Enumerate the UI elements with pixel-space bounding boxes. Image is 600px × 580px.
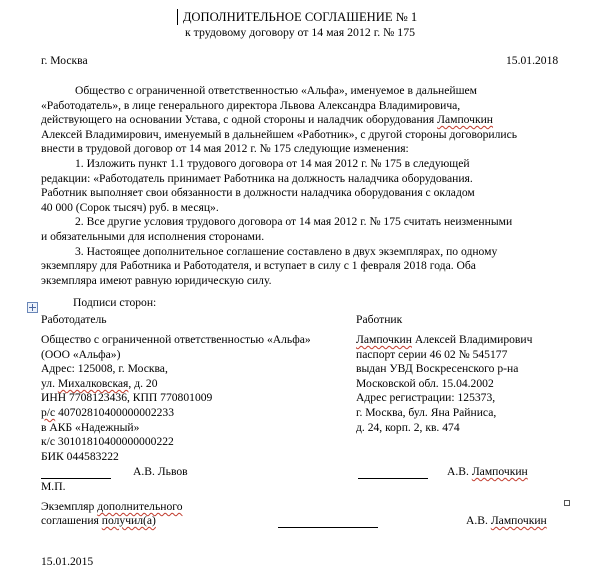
employee-surname-spellcheck: Лампочкин	[356, 333, 412, 346]
employee-signer: А.В. Лампочкин	[447, 465, 528, 478]
intro-line: «Работодатель», в лице генерального директора Львова Александра Владимировича,	[41, 98, 461, 112]
employer-line: к/с 30101810400000000222	[41, 435, 174, 449]
intro-line: Общество с ограниченной ответственностью «Альфа», именуемое в дальнейшем	[75, 84, 478, 97]
table-move-handle-icon[interactable]	[27, 302, 38, 313]
employer-line: ул. Михалковская, д. 20	[41, 376, 158, 390]
employer-line: ИНН 7708123436, КПП 770801009	[41, 391, 213, 405]
employee-signature-line	[358, 478, 428, 479]
surname-spellcheck: Лампочкин	[437, 113, 494, 127]
table-resize-handle-icon[interactable]	[564, 500, 570, 506]
signatures-heading: Подписи сторон:	[73, 296, 157, 309]
document-subtitle: к трудовому договору от 14 мая 2012 г. № 175	[184, 25, 415, 39]
intro-line: Алексей Владимирович, именуемый в дальнейшем «Работник», с другой стороны договорились	[41, 127, 518, 141]
employee-label: Работник	[356, 313, 403, 326]
city: г. Москва	[41, 54, 88, 67]
document-title: ДОПОЛНИТЕЛЬНОЕ СОГЛАШЕНИЕ № 1	[182, 10, 418, 24]
employer-signer: А.В. Львов	[133, 465, 188, 478]
employer-label: Работодатель	[41, 313, 107, 326]
employer-details	[41, 333, 311, 464]
employee-details	[356, 333, 532, 435]
item-1-line: 40 000 (Сорок тысяч) руб. в месяц».	[41, 200, 219, 214]
employee-line: паспорт серии 46 02 № 545177	[356, 347, 508, 361]
employer-line: р/с 40702810400000002233	[41, 405, 175, 419]
account-abbrev-spellcheck: р/с	[41, 405, 56, 419]
agreement-body	[41, 84, 566, 288]
stamp-label: М.П.	[41, 480, 66, 493]
document-date: 15.01.2018	[506, 54, 559, 67]
employee-line: г. Москва, бул. Яна Райниса,	[356, 405, 497, 419]
street-spellcheck: Михалковская	[57, 376, 129, 390]
item-2-line: и обязательными для исполнения сторонами.	[41, 229, 265, 243]
item-3-line: экземпляра имеют равную юридическую силу.	[41, 273, 272, 287]
copy-received-line2: соглашения получил(а)	[41, 514, 156, 527]
intro-line: действующего на основании Устава, с одной стороны и наладчик оборудования Лампочкин	[41, 113, 494, 127]
footer-date: 15.01.2015	[41, 555, 94, 568]
item-3-line: 3. Настоящее дополнительное соглашение составлено в двух экземплярах, по одному	[75, 244, 498, 258]
copy-received-line1: Экземпляр дополнительного	[41, 500, 183, 513]
item-2-line: 2. Все другие условия трудового договора от 14 мая 2012 г. № 175 считать неизменными	[75, 215, 513, 229]
employer-line: Общество с ограниченной ответственностью «Альфа»	[41, 333, 311, 346]
item-3-line: экземпляру для Работника и Работодателя, и вступает в силу с 1 февраля 2018 года. Оба	[41, 259, 476, 273]
employer-line: Адрес: 125008, г. Москва,	[41, 362, 168, 376]
copy-received-signer: А.В. Лампочкин	[466, 514, 547, 527]
employer-line: (ООО «Альфа»)	[41, 347, 121, 361]
item-1-line: Работник выполняет свои обязанности в должности наладчика оборудования с окладом	[41, 186, 475, 200]
employer-line: в АКБ «Надежный»	[41, 420, 140, 434]
employee-line: Лампочкин Алексей Владимирович	[356, 333, 533, 346]
employer-line: БИК 044583222	[41, 449, 119, 463]
copy-received-signature-line	[278, 527, 378, 528]
item-1-line: 1. Изложить пункт 1.1 трудового договора от 14 мая 2012 г. № 175 в следующей	[75, 156, 470, 170]
employee-line: д. 24, корп. 2, кв. 474	[356, 420, 460, 434]
employee-line: Московской обл. 15.04.2002	[356, 376, 494, 390]
employer-signature-line	[41, 478, 111, 479]
intro-line: внести в трудовой договор от 14 мая 2012 г. № 175 следующие изменения:	[41, 142, 409, 156]
item-1-line: редакции: «Работодатель принимает Работника на должность наладчика оборудования.	[41, 171, 473, 185]
employee-line: выдан УВД Воскресенского р-на	[356, 362, 519, 376]
employee-line: Адрес регистрации: 125373,	[356, 391, 496, 405]
